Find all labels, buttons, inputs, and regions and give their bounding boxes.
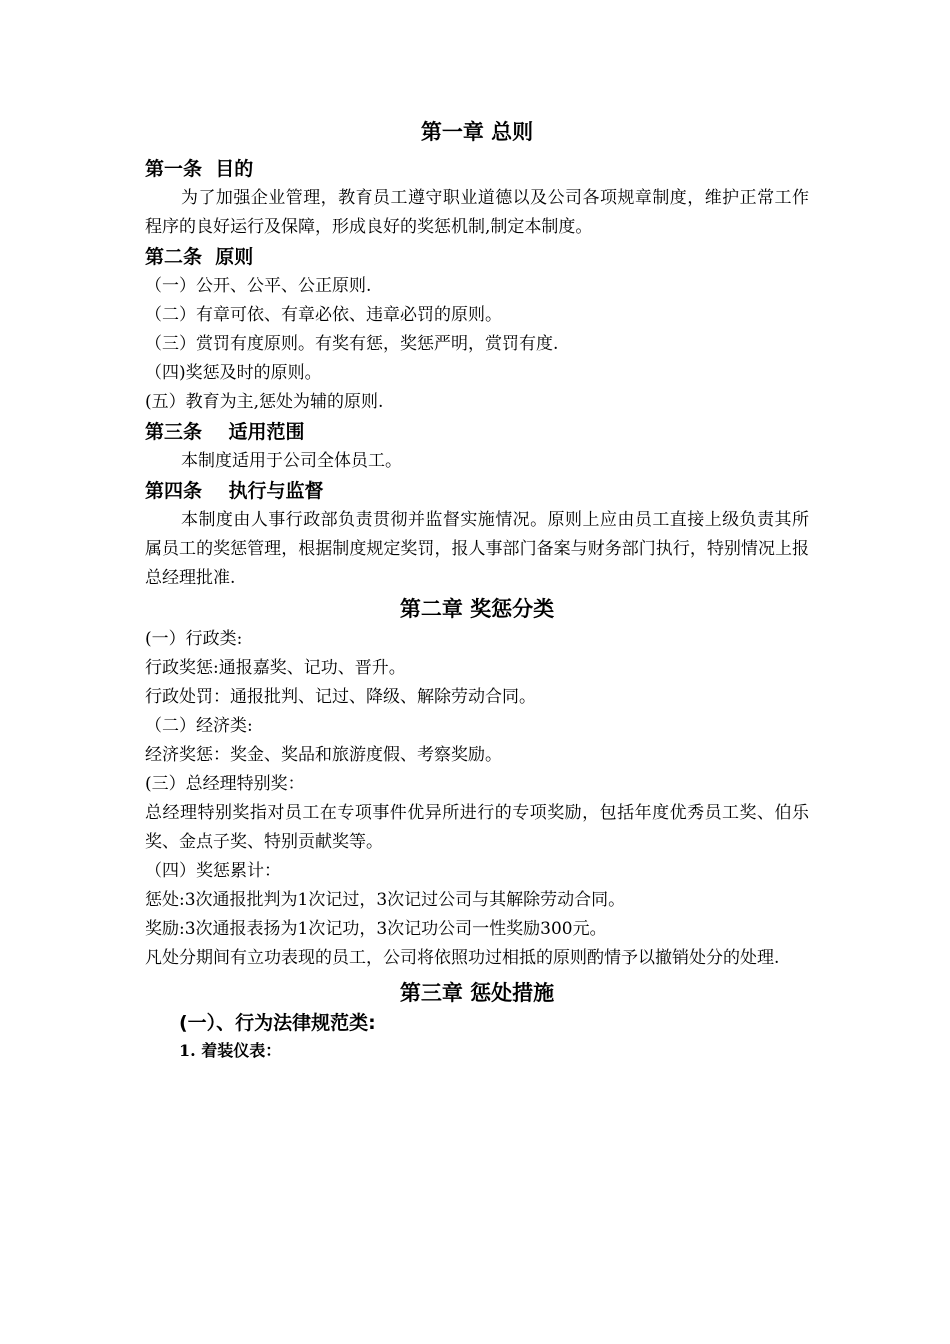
special-award-text: 总经理特别奖指对员工在专项事件优异所进行的专项奖励，包括年度优秀员工奖、伯乐奖、金点子奖、特别贡献奖等。 xyxy=(145,803,809,852)
chapter-2-title: 第二章 奖惩分类 xyxy=(399,597,555,621)
principle-item: （三）赏罚有度原则。有奖有惩，奖惩严明，赏罚有度. xyxy=(145,334,559,354)
section-heading: (一）、行为法律规范类: xyxy=(179,1012,376,1034)
article-2-heading: 第二条 原则 xyxy=(145,246,254,268)
subsection-heading: 1. 着装仪表： xyxy=(179,1041,282,1060)
principle-item: （四)奖惩及时的原则。 xyxy=(145,363,322,383)
category-line: （二）经济类: xyxy=(145,716,253,736)
category-line: 经济奖惩：奖金、奖品和旅游度假、考察奖励。 xyxy=(145,745,502,765)
article-1-text: 为了加强企业管理，教育员工遵守职业道德以及公司各项规章制度，维护正常工作程序的良好运行及保障，形成良好的奖惩机制,制定本制度。 xyxy=(145,188,809,237)
category-line: 奖励:3次通报表扬为1次记功，3次记功公司一性奖励300元。 xyxy=(145,919,607,939)
article-4-heading: 第四条 执行与监督 xyxy=(145,480,324,502)
document-body xyxy=(145,116,809,1065)
category-line: （四）奖惩累计： xyxy=(145,861,281,881)
article-4-text: 本制度由人事行政部负责贯彻并监督实施情况。原则上应由员工直接上级负责其所属员工的奖惩管理，根据制度规定奖罚，报人事部门备案与财务部门执行，特别情况上报总经理批准. xyxy=(145,510,809,588)
category-line: (一）行政类: xyxy=(145,629,243,649)
category-line: 惩处:3次通报批判为1次记过，3次记过公司与其解除劳动合同。 xyxy=(145,890,626,910)
principle-item: （一）公开、公平、公正原则. xyxy=(145,276,372,296)
category-line: 行政奖惩:通报嘉奖、记功、晋升。 xyxy=(145,658,406,678)
category-line: (三）总经理特别奖： xyxy=(145,774,305,794)
category-line: 行政处罚：通报批判、记过、降级、解除劳动合同。 xyxy=(145,687,536,707)
article-3-text: 本制度适用于公司全体员工。 xyxy=(181,451,402,471)
principle-item: (五）教育为主,惩处为辅的原则. xyxy=(145,392,384,412)
chapter-1-title: 第一章 总则 xyxy=(420,120,534,144)
offset-rule-text: 凡处分期间有立功表现的员工，公司将依照功过相抵的原则酌情予以撤销处分的处理. xyxy=(145,948,780,968)
article-1-heading: 第一条 目的 xyxy=(145,158,254,180)
principle-item: （二）有章可依、有章必依、违章必罚的原则。 xyxy=(145,305,502,325)
article-3-heading: 第三条 适用范围 xyxy=(145,421,305,443)
chapter-3-title: 第三章 惩处措施 xyxy=(399,981,555,1005)
